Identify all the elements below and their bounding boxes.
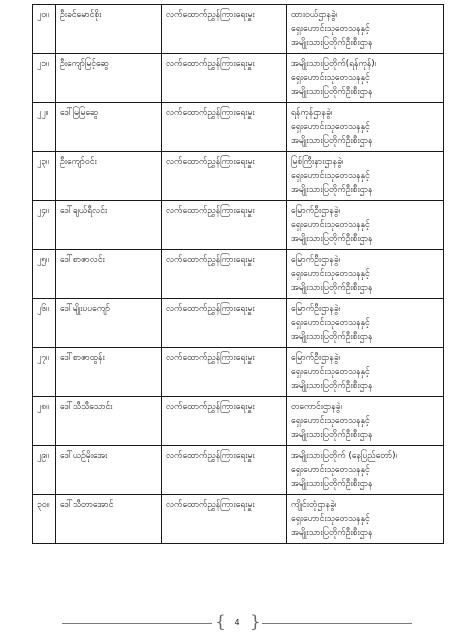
footer-brace-left: {: [215, 612, 226, 632]
office-line: ရှေးဟောင်းသုတေသနနှင့်: [291, 122, 370, 133]
office-line: ရှေးဟောင်းသုတေသနနှင့်: [291, 416, 370, 427]
table-row: [33, 103, 444, 152]
office-line: တကောင်းဌာနခွဲ၊: [291, 402, 342, 412]
row-number-cell: ၂၆။: [33, 299, 56, 348]
name-cell: ဒေါ်စာဇာလင်း: [56, 250, 162, 299]
office-line: မြောက်ဦးဌာနခွဲ၊: [291, 206, 341, 216]
position-cell: လက်ထောက်ညွှန်ကြားရေးမှူး: [162, 299, 287, 348]
page-number: 4: [234, 618, 240, 627]
office-line: အမျိုးသားပြတိုက်ဦးစီးဌာန: [291, 381, 373, 392]
footer-rule-left: [62, 623, 212, 624]
office-cell: [287, 446, 444, 495]
office-cell: [287, 250, 444, 299]
office-line: ရှေးဟောင်းသုတေသနနှင့်: [291, 514, 370, 525]
name-cell: ဒေါ်မြမြဆွေ: [56, 103, 162, 152]
name-cell: ဒေါ်စာဇာထွန်း: [56, 348, 162, 397]
position-cell: လက်ထောက်ညွှန်ကြားရေးမှူး: [162, 54, 287, 103]
office-line: ရှေးဟောင်းသုတေသနနှင့်: [291, 24, 370, 35]
row-number-cell: ၂၃။: [33, 152, 56, 201]
office-line: ရှေးဟောင်းသုတေသနနှင့်: [291, 269, 370, 280]
row-number-cell: ၂၈။: [33, 397, 56, 446]
office-line: ကျိုင်းတုံဌာနခွဲ၊: [291, 500, 337, 510]
office-line: ထားဝယ်ဌာနခွဲ၊: [291, 10, 338, 20]
page-footer: [0, 611, 474, 635]
position-cell: လက်ထောက်ညွှန်ကြားရေးမှူး: [162, 348, 287, 397]
office-cell: [287, 348, 444, 397]
office-line: ရှေးဟောင်းသုတေသနနှင့်: [291, 171, 370, 182]
office-cell: [287, 201, 444, 250]
name-cell: ဦးခင်မောင်စိုး: [56, 5, 162, 54]
office-line: အမျိုးသားပြတိုက်ဦးစီးဌာန: [291, 38, 373, 49]
table-row: [33, 495, 444, 544]
name-cell: ဒေါ်ချယ်ရီလင်း: [56, 201, 162, 250]
office-line: အမျိုးသားပြတိုက်(ရန်ကုန်)၊: [291, 59, 377, 69]
row-number-cell: ၂၁။: [33, 54, 56, 103]
office-line: ရှေးဟောင်းသုတေသနနှင့်: [291, 73, 370, 84]
position-cell: လက်ထောက်ညွှန်ကြားရေးမှူး: [162, 397, 287, 446]
table-row: [33, 250, 444, 299]
row-number-cell: ၂၀။: [33, 5, 56, 54]
table-row: [33, 299, 444, 348]
staff-table: [32, 4, 444, 544]
table-row: [33, 54, 444, 103]
row-number-cell: ၂၄။: [33, 201, 56, 250]
row-number-cell: ၃၀။: [33, 495, 56, 544]
name-cell: ဦးကျော်ဝင်း: [56, 152, 162, 201]
office-line: မြောက်ဦးဌာနခွဲ၊: [291, 353, 341, 363]
office-line: အမျိုးသားပြတိုက်ဦးစီးဌာန: [291, 528, 373, 539]
name-cell: ဒေါ်သီတာအောင်: [56, 495, 162, 544]
row-number-cell: ၂၇။: [33, 348, 56, 397]
table-row: [33, 348, 444, 397]
row-number-cell: ၂၅။: [33, 250, 56, 299]
table-row: [33, 397, 444, 446]
office-line: အမျိုးသားပြတိုက် (နေပြည်တော်)၊: [291, 451, 397, 461]
office-cell: [287, 152, 444, 201]
position-cell: လက်ထောက်ညွှန်ကြားရေးမှူး: [162, 152, 287, 201]
office-cell: [287, 397, 444, 446]
office-line: မြောက်ဦးဌာနခွဲ၊: [291, 255, 341, 265]
position-cell: လက်ထောက်ညွှန်ကြားရေးမှူး: [162, 201, 287, 250]
footer-brace-right: }: [250, 612, 261, 632]
row-number-cell: ၂၂။: [33, 103, 56, 152]
table-row: [33, 152, 444, 201]
staff-table-body: [33, 5, 444, 544]
name-cell: ဒေါ်သီသီသောင်း: [56, 397, 162, 446]
name-cell: ဦးကျော်မြင့်ဆွေ: [56, 54, 162, 103]
office-line: အမျိုးသားပြတိုက်ဦးစီးဌာန: [291, 479, 373, 490]
office-line: အမျိုးသားပြတိုက်ဦးစီးဌာန: [291, 185, 373, 196]
position-cell: လက်ထောက်ညွှန်ကြားရေးမှူး: [162, 250, 287, 299]
position-cell: လက်ထောက်ညွှန်ကြားရေးမှူး: [162, 5, 287, 54]
row-number-cell: ၂၉။: [33, 446, 56, 495]
name-cell: ဒေါ်မျိုးပပကျော်: [56, 299, 162, 348]
office-line: အမျိုးသားပြတိုက်ဦးစီးဌာန: [291, 332, 373, 343]
office-line: ရှေးဟောင်းသုတေသနနှင့်: [291, 318, 370, 329]
office-line: ရှေးဟောင်းသုတေသနနှင့်: [291, 220, 370, 231]
office-line: ရန်ကုန်ဌာနခွဲ၊: [291, 108, 333, 118]
office-line: ရှေးဟောင်းသုတေသနနှင့်: [291, 367, 370, 378]
table-row: [33, 446, 444, 495]
office-cell: [287, 103, 444, 152]
office-line: အမျိုးသားပြတိုက်ဦးစီးဌာန: [291, 430, 373, 441]
position-cell: လက်ထောက်ညွှန်ကြားရေးမှူး: [162, 446, 287, 495]
position-cell: လက်ထောက်ညွှန်ကြားရေးမှူး: [162, 495, 287, 544]
office-cell: [287, 299, 444, 348]
office-line: မြောက်ဦးဌာနခွဲ၊: [291, 304, 341, 314]
office-line: အမျိုးသားပြတိုက်ဦးစီးဌာန: [291, 136, 373, 147]
table-row: [33, 5, 444, 54]
name-cell: ဒေါ်ယဉ်မိုးအေး: [56, 446, 162, 495]
office-line: ရှေးဟောင်းသုတေသနနှင့်: [291, 465, 370, 476]
footer-rule-right: [262, 623, 412, 624]
office-cell: [287, 5, 444, 54]
office-line: အမျိုးသားပြတိုက်ဦးစီးဌာန: [291, 87, 373, 98]
table-row: [33, 201, 444, 250]
position-cell: လက်ထောက်ညွှန်ကြားရေးမှူး: [162, 103, 287, 152]
office-line: အမျိုးသားပြတိုက်ဦးစီးဌာန: [291, 283, 373, 294]
office-cell: [287, 495, 444, 544]
office-line: အမျိုးသားပြတိုက်ဦးစီးဌာန: [291, 234, 373, 245]
office-line: မြစ်ကြီးနားဌာနခွဲ၊: [291, 157, 344, 167]
office-cell: [287, 54, 444, 103]
